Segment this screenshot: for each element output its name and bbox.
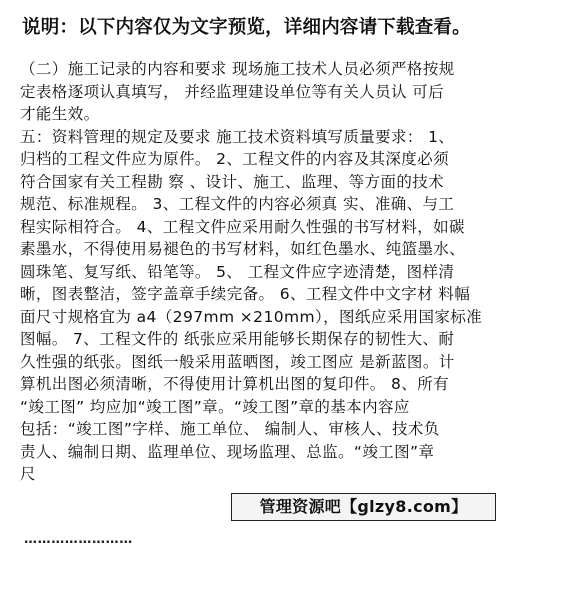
text-line: 圆珠笔、复写纸、铅笔等。 5、 工程文件应字迹清楚，图样清: [20, 262, 455, 281]
text-line: 符合国家有关工程勘 察 、设计、施工、监理、等方面的技术: [20, 172, 445, 191]
text-line: “竣工图” 均应加“竣工图”章。“竣工图”章的基本内容应: [20, 397, 410, 416]
preview-notice: 说明：以下内容仅为文字预览，详细内容请下载查看。: [22, 17, 471, 38]
text-line: 才能生效。: [20, 105, 100, 123]
text-line: 晰，图表整洁，签字盖章手续完备。 6、工程文件中文字材 料幅: [20, 285, 471, 303]
text-line: 五：资料管理的规定及要求 施工技术资料填写质量要求： 1、: [20, 127, 455, 146]
text-line: 图幅。 7、工程文件的 纸张应采用能够长期保存的韧性大、耐: [20, 330, 455, 348]
text-line: 面尺寸规格宜为 a4（297mm ×210mm），图纸应采用国家标准: [20, 307, 483, 326]
text-line: （二）施工记录的内容和要求 现场施工技术人员必须严格按规: [20, 60, 455, 78]
text-line: 定表格逐项认真填写， 并经监理建设单位等有关人员认 可后: [20, 82, 445, 101]
text-line: 久性强的纸张。图纸一般采用蓝晒图，竣工图应 是新蓝图。计: [20, 352, 455, 371]
document-body: [20, 58, 560, 486]
truncation-ellipsis: ……………………: [24, 532, 133, 547]
text-line: 责人、编制日期、监理单位、现场监理、总监。“竣工图”章: [20, 442, 435, 461]
text-line: 素墨水，不得使用易褪色的书写材料，如红色墨水、纯篮墨水、: [20, 240, 466, 258]
text-line: 算机出图必须清晰，不得使用计算机出图的复印件。 8、所有: [20, 375, 449, 393]
text-line: 包括：“竣工图”字样、施工单位、 编制人、审核人、技术负: [20, 420, 440, 438]
text-line: 归档的工程文件应为原件。 2、工程文件的内容及其深度必须: [20, 150, 449, 168]
site-watermark-banner: 管理资源吧【glzy8.com】: [231, 493, 496, 521]
text-line: 尺: [20, 465, 36, 483]
text-line: 规范、标准规程。 3、工程文件的内容必须真 实、准确、与工: [20, 195, 455, 213]
text-line: 程实际相符合。 4、工程文件应采用耐久性强的书写材料，如碳: [20, 217, 465, 236]
